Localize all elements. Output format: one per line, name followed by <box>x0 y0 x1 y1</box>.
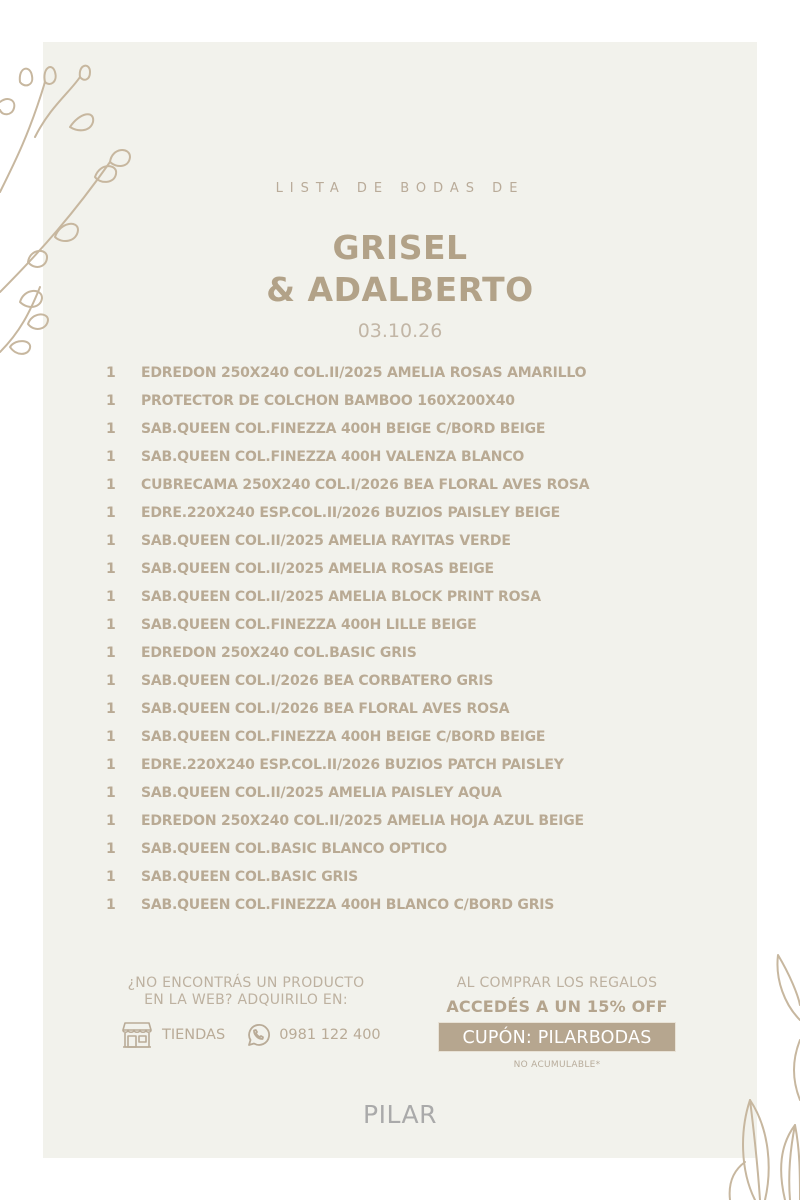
item-quantity: 1 <box>106 813 116 829</box>
item-description: SAB.QUEEN COL.FINEZZA 400H VALENZA BLANCO <box>141 449 525 465</box>
list-item <box>106 755 589 783</box>
whatsapp-icon <box>245 1022 271 1048</box>
item-description: PROTECTOR DE COLCHON BAMBOO 160X200X40 <box>141 393 515 409</box>
item-description: CUBRECAMA 250X240 COL.I/2026 BEA FLORAL AVES ROSA <box>141 477 590 493</box>
promo-line1: AL COMPRAR LOS REGALOS <box>456 975 658 991</box>
item-quantity: 1 <box>106 617 116 633</box>
list-item <box>106 447 589 475</box>
discount-promo <box>430 975 684 1070</box>
leafy-branch-icon <box>0 62 135 357</box>
phone-number: 0981 122 400 <box>279 1027 381 1043</box>
item-description: EDREDON 250X240 COL.II/2025 AMELIA HOJA AZUL BEIGE <box>141 813 584 829</box>
not-found-line2: EN LA WEB? ADQUIRILO EN: <box>144 992 348 1008</box>
list-item <box>106 363 589 391</box>
list-item <box>106 895 589 923</box>
list-item <box>106 727 589 755</box>
list-item <box>106 503 589 531</box>
item-description: SAB.QUEEN COL.I/2026 BEA FLORAL AVES ROSA <box>141 701 510 717</box>
item-quantity: 1 <box>106 533 116 549</box>
list-item <box>106 783 589 811</box>
not-found-notice <box>112 975 380 1009</box>
item-description: SAB.QUEEN COL.I/2026 BEA CORBATERO GRIS <box>141 673 494 689</box>
item-description: SAB.QUEEN COL.II/2025 AMELIA BLOCK PRINT ROSA <box>141 589 541 605</box>
list-item <box>106 671 589 699</box>
list-item <box>106 643 589 671</box>
item-description: SAB.QUEEN COL.II/2025 AMELIA PAISLEY AQUA <box>141 785 502 801</box>
subtitle: LISTA DE BODAS DE <box>275 181 525 196</box>
list-item <box>106 587 589 615</box>
item-quantity: 1 <box>106 785 116 801</box>
item-description: EDREDON 250X240 COL.II/2025 AMELIA ROSAS AMARILLO <box>141 365 587 381</box>
list-item <box>106 475 589 503</box>
item-quantity: 1 <box>106 477 116 493</box>
item-description: SAB.QUEEN COL.BASIC BLANCO OPTICO <box>141 841 447 857</box>
not-cumulative-note: NO ACUMULABLE* <box>513 1060 601 1070</box>
item-quantity: 1 <box>106 645 116 661</box>
item-description: EDRE.220X240 ESP.COL.II/2026 BUZIOS PAISLEY BEIGE <box>141 505 560 521</box>
list-item <box>106 699 589 727</box>
leaf-branch-icon <box>700 950 800 1200</box>
groom-name: & ADALBERTO <box>266 270 534 309</box>
list-item <box>106 839 589 867</box>
item-quantity: 1 <box>106 393 116 409</box>
brand-logo: PILAR <box>363 1100 437 1129</box>
item-description: SAB.QUEEN COL.FINEZZA 400H BEIGE C/BORD BEIGE <box>141 729 546 745</box>
item-quantity: 1 <box>106 505 116 521</box>
item-quantity: 1 <box>106 365 116 381</box>
item-quantity: 1 <box>106 841 116 857</box>
wedding-date: 03.10.26 <box>357 320 443 342</box>
item-quantity: 1 <box>106 449 116 465</box>
item-quantity: 1 <box>106 421 116 437</box>
list-item <box>106 419 589 447</box>
item-description: SAB.QUEEN COL.FINEZZA 400H BEIGE C/BORD BEIGE <box>141 421 546 437</box>
bride-name: GRISEL <box>332 228 468 267</box>
item-description: SAB.QUEEN COL.II/2025 AMELIA ROSAS BEIGE <box>141 561 494 577</box>
item-description: SAB.QUEEN COL.II/2025 AMELIA RAYITAS VERDE <box>141 533 511 549</box>
item-quantity: 1 <box>106 897 116 913</box>
item-quantity: 1 <box>106 701 116 717</box>
item-description: EDRE.220X240 ESP.COL.II/2026 BUZIOS PATCH PAISLEY <box>141 757 564 773</box>
list-item <box>106 391 589 419</box>
item-quantity: 1 <box>106 561 116 577</box>
list-item <box>106 867 589 895</box>
item-quantity: 1 <box>106 729 116 745</box>
promo-line2: ACCEDÉS A UN 15% OFF <box>446 997 668 1016</box>
item-description: SAB.QUEEN COL.FINEZZA 400H LILLE BEIGE <box>141 617 477 633</box>
list-item <box>106 811 589 839</box>
list-item <box>106 559 589 587</box>
item-quantity: 1 <box>106 673 116 689</box>
item-description: EDREDON 250X240 COL.BASIC GRIS <box>141 645 417 661</box>
item-description: SAB.QUEEN COL.BASIC GRIS <box>141 869 359 885</box>
store-icon <box>122 1021 152 1049</box>
coupon-code: CUPÓN: PILARBODAS <box>438 1022 676 1052</box>
stores-label: TIENDAS <box>162 1027 226 1043</box>
item-quantity: 1 <box>106 757 116 773</box>
item-quantity: 1 <box>106 589 116 605</box>
list-item <box>106 615 589 643</box>
item-description: SAB.QUEEN COL.FINEZZA 400H BLANCO C/BORD GRIS <box>141 897 555 913</box>
item-quantity: 1 <box>106 869 116 885</box>
not-found-line1: ¿NO ENCONTRÁS UN PRODUCTO <box>127 975 365 991</box>
list-item <box>106 531 589 559</box>
gift-list <box>106 363 589 923</box>
contact-row <box>122 1020 381 1050</box>
